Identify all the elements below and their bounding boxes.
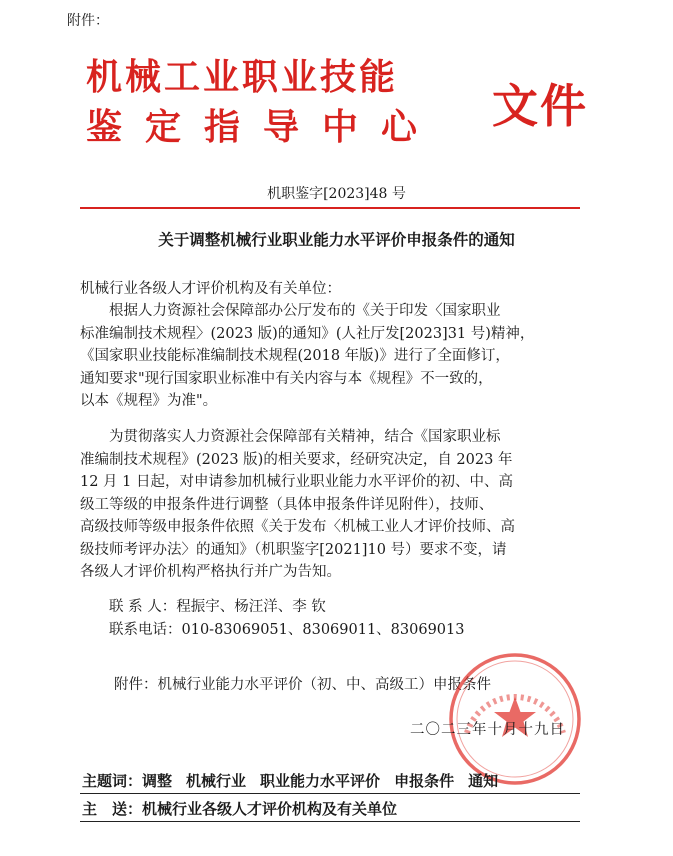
attachment-reference: 附件：机械行业能力水平评价（初、中、高级工）申报条件 xyxy=(114,677,491,693)
document-word: 文件 xyxy=(492,79,588,133)
contact-person: 联 系 人：程振宇、杨汪洋、李 钦 xyxy=(109,599,326,615)
footer-divider xyxy=(80,821,580,822)
keyword: 申报条件 xyxy=(394,772,455,790)
document-number: 机职鉴字[2023]48 号 xyxy=(267,186,406,202)
paragraph-2 xyxy=(80,426,580,584)
paragraph-line: 高级技师等级申报条件依照《关于发布〈机械工业人才评价技师、高 xyxy=(80,519,515,535)
paragraph-line: 级技师考评办法〉的通知》（机职鉴字[2021]10 号）要求不变，请 xyxy=(80,541,507,558)
recipients: 机械行业各级人才评价机构及有关单位 xyxy=(142,800,398,818)
keyword: 调整 xyxy=(142,772,173,790)
keywords-line xyxy=(82,770,498,791)
signature-date: 二〇二三年十月十九日 xyxy=(410,722,565,738)
paragraph-line: 准编制技术规程》(2023 版)的相关要求，经研究决定，自 2023 年 xyxy=(80,451,513,468)
greeting xyxy=(80,278,580,301)
paragraph-line: 《国家职业技能标准编制技术规程(2018 年版)》进行了全面修订， xyxy=(80,348,510,364)
notice-title: 关于调整机械行业职业能力水平评价申报条件的通知 xyxy=(158,230,515,249)
paragraph-line: 12 月 1 日起，对申请参加机械行业职业能力水平评价的初、中、高 xyxy=(80,474,514,490)
footer-divider xyxy=(80,793,580,794)
paragraph-line: 为贯彻落实人力资源社会保障部有关精神，结合《国家职业标 xyxy=(109,429,501,445)
recipients-line xyxy=(82,798,397,819)
paragraph-1 xyxy=(80,300,580,413)
contact-phone: 联系电话：010-83069051、83069011、83069013 xyxy=(109,621,465,638)
keyword: 职业能力水平评价 xyxy=(260,772,381,790)
paragraph-line: 以本《规程》为准"。 xyxy=(80,393,218,409)
org-name-line1: 机械工业职业技能 xyxy=(86,57,399,98)
paragraph-line: 级工等级的申报条件进行调整（具体申报条件详见附件），技师、 xyxy=(80,496,494,513)
paragraph-line: 根据人力资源社会保障部办公厅发布的《关于印发〈国家职业 xyxy=(109,303,501,319)
keyword: 机械行业 xyxy=(186,772,247,790)
recipients-label: 主 送： xyxy=(82,800,143,818)
paragraph-line: 标准编制技术规程〉(2023 版)的通知》(人社厅发[2023]31 号)精神， xyxy=(80,325,535,342)
contact-block xyxy=(80,596,580,641)
keywords-label: 主题词： xyxy=(82,772,143,790)
paragraph-line: 通知要求"现行国家职业标准中有关内容与本《规程》不一致的， xyxy=(80,370,493,387)
org-name-line2: 鉴定指导中心 xyxy=(86,107,441,148)
keyword: 通知 xyxy=(468,772,499,790)
paragraph-line: 各级人才评价机构严格执行并广为告知。 xyxy=(80,564,341,580)
red-divider xyxy=(80,207,580,209)
greeting-text: 机械行业各级人才评价机构及有关单位： xyxy=(80,281,341,297)
attachment-label: 附件： xyxy=(67,13,109,29)
